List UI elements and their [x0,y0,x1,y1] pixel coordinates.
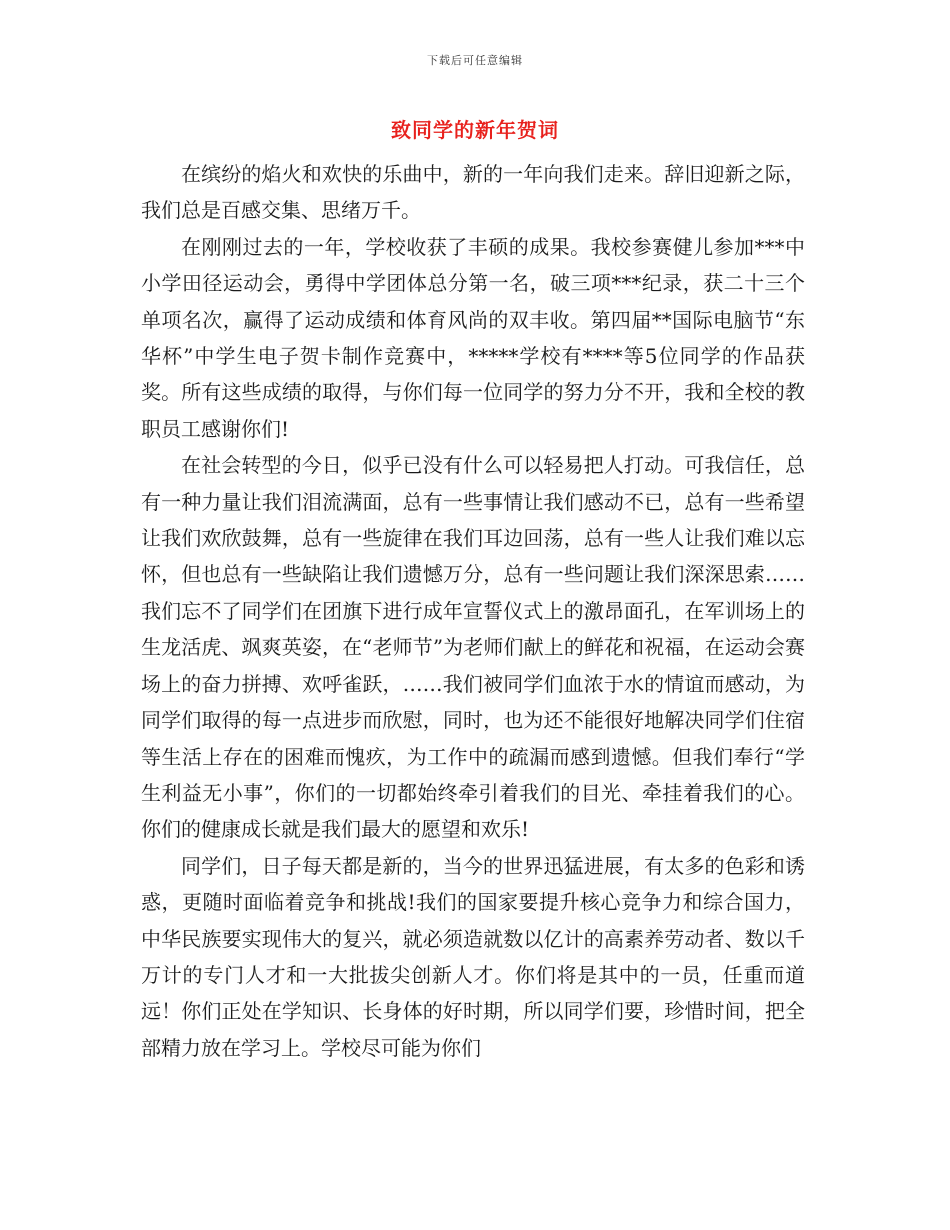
paragraph-1: 在缤纷的焰火和欢快的乐曲中，新的一年向我们走来。辞旧迎新之际，我们总是百感交集、思绪万千。 [141,162,805,223]
document-title: 致同学的新年贺词 [391,118,559,142]
paragraph-2: 在刚刚过去的一年，学校收获了丰硕的成果。我校参赛健儿参加***中小学田径运动会，勇得中学团体总分第一名，破三项***纪录，获二十三个单项名次，赢得了运动成绩和体育风尚的双丰收。第四届**国际电脑节“东华杯”中学生电子贺卡制作竞赛中，*****学校有****等5位同学的作品获奖。所有这些成绩的取得，与你们每一位同学的努力分不开，我和全校的教职员工感谢你们! [141,234,805,441]
paragraph-3: 在社会转型的今日，似乎已没有什么可以轻易把人打动。可我信任，总有一种力量让我们泪流满面，总有一些事情让我们感动不已，总有一些希望让我们欢欣鼓舞，总有一些旋律在我们耳边回荡，总有一些人让我们难以忘怀，但也总有一些缺陷让我们遗憾万分，总有一些问题让我们深深思索……我们忘不了同学们在团旗下进行成年宣誓仪式上的激昂面孔，在军训场上的生龙活虎、飒爽英姿，在“老师节”为老师们献上的鲜花和祝福，在运动会赛场上的奋力拼搏、欢呼雀跃，……我们被同学们血浓于水的情谊而感动，为同学们取得的每一点进步而欣慰，同时，也为还不能很好地解决同学们住宿等生活上存在的困难而愧疚，为工作中的疏漏而感到遗憾。但我们奉行“学生利益无小事”，你们的一切都始终牵引着我们的目光、牵挂着我们的心。你们的健康成长就是我们最大的愿望和欢乐! [141,453,805,842]
document-body [141,156,805,1066]
header-note: 下载后可任意编辑 [427,54,523,67]
paragraph-4: 同学们，日子每天都是新的，当今的世界迅猛进展，有太多的色彩和诱惑，更随时面临着竞争和挑战!我们的国家要提升核心竞争力和综合国力，中华民族要实现伟大的复兴，就必须造就数以亿计的高素养劳动者、数以千万计的专门人才和一大批拔尖创新人才。你们将是其中的一员，任重而道远！你们正处在学知识、长身体的好时期，所以同学们要，珍惜时间，把全部精力放在学习上。学校尽可能为你们 [141,853,805,1060]
